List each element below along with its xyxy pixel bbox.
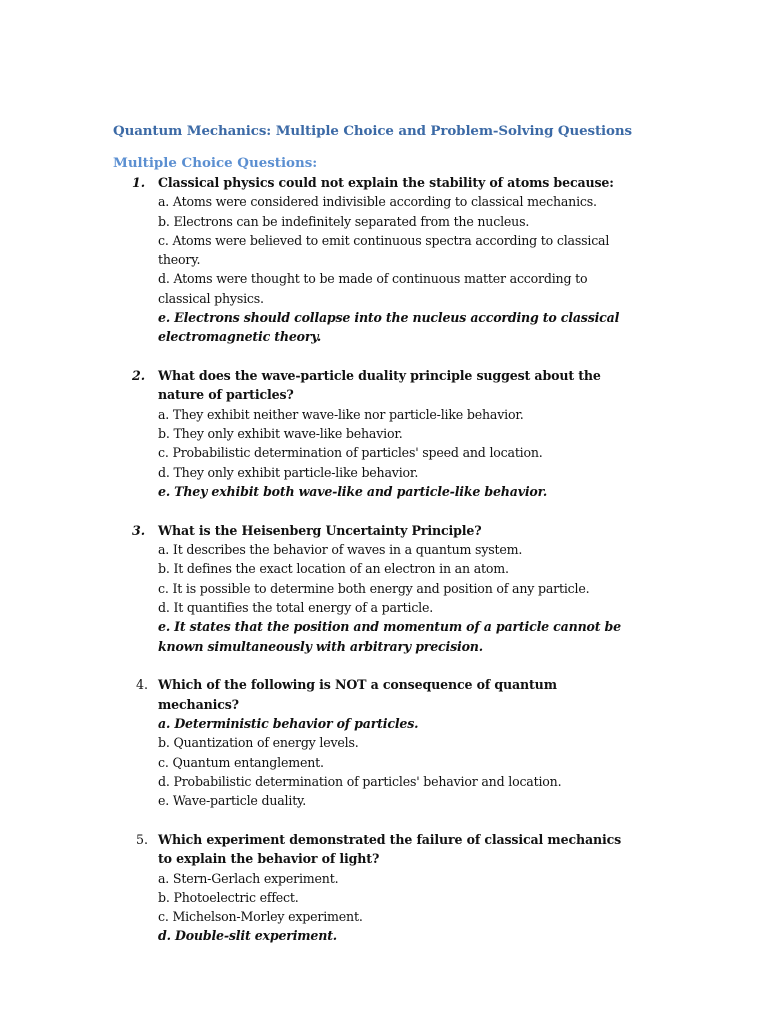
option-item: a. Atoms were considered indivisible according to classical mechanics. (158, 194, 597, 210)
option-item: d. Atoms were thought to be made of continuous matter according to classical physics. (158, 271, 588, 306)
option-item: a. It describes the behavior of waves in a quantum system. (158, 542, 523, 558)
question-list (0, 173, 768, 965)
option-item: e. Wave-particle duality. (158, 793, 307, 809)
question-text: Which of the following is NOT a consequence of quantum mechanics? (158, 677, 557, 712)
option-item: b. It defines the exact location of an electron in an atom. (158, 561, 509, 577)
section-heading: Multiple Choice Questions: (113, 155, 318, 171)
option-list (158, 540, 638, 656)
question-item (0, 521, 638, 656)
option-item: b. Quantization of energy levels. (158, 735, 359, 751)
option-item: b. Electrons can be indefinitely separated from the nucleus. (158, 213, 530, 229)
option-list (158, 869, 638, 946)
option-item: b. They only exhibit wave-like behavior. (158, 426, 403, 442)
correct-answer: e. Electrons should collapse into the nucleus according to classical electromagnetic theory. (158, 310, 620, 345)
question-number: 4. (136, 677, 149, 693)
question-text: Classical physics could not explain the stability of atoms because: (158, 175, 614, 190)
option-list (158, 192, 638, 346)
question-item (0, 366, 638, 501)
option-item: c. Michelson-Morley experiment. (158, 909, 363, 925)
question-number: 1. (132, 175, 146, 190)
question-number: 3. (132, 522, 146, 538)
option-item: c. Atoms were believed to emit continuous spectra according to classical theory. (158, 232, 610, 268)
correct-answer: e. It states that the position and momentum of a particle cannot be known simultaneously with arbitrary precision. (158, 619, 621, 654)
question-text: What is the Heisenberg Uncertainty Principle? (158, 522, 482, 538)
correct-answer: d. Double-slit experiment. (158, 928, 337, 944)
option-item: d. Probabilistic determination of particles' behavior and location. (158, 773, 562, 789)
question-item (0, 173, 638, 347)
option-item: d. It quantifies the total energy of a particle. (158, 599, 434, 615)
correct-answer: a. Deterministic behavior of particles. (158, 715, 419, 731)
document-title: Quantum Mechanics: Multiple Choice and Problem-Solving Questions (113, 123, 632, 139)
option-item: c. It is possible to determine both energy and position of any particle. (158, 580, 590, 596)
option-item: c. Probabilistic determination of particles' speed and location. (158, 445, 543, 461)
question-item (0, 675, 638, 810)
option-item: b. Photoelectric effect. (158, 889, 299, 905)
option-list (158, 405, 638, 501)
question-number: 2. (132, 368, 146, 384)
option-item: c. Quantum entanglement. (158, 754, 324, 770)
question-item (0, 830, 638, 946)
option-item: a. They exhibit neither wave-like nor particle-like behavior. (158, 406, 524, 422)
question-number: 5. (136, 831, 149, 847)
option-item: a. Stern-Gerlach experiment. (158, 870, 339, 886)
correct-answer: e. They exhibit both wave-like and particle-like behavior. (158, 483, 548, 499)
question-text: Which experiment demonstrated the failure of classical mechanics to explain the behavior of light? (158, 831, 622, 867)
question-text: What does the wave-particle duality principle suggest about the nature of particles? (158, 368, 601, 403)
option-item: d. They only exhibit particle-like behavior. (158, 464, 419, 480)
option-list (158, 714, 638, 810)
